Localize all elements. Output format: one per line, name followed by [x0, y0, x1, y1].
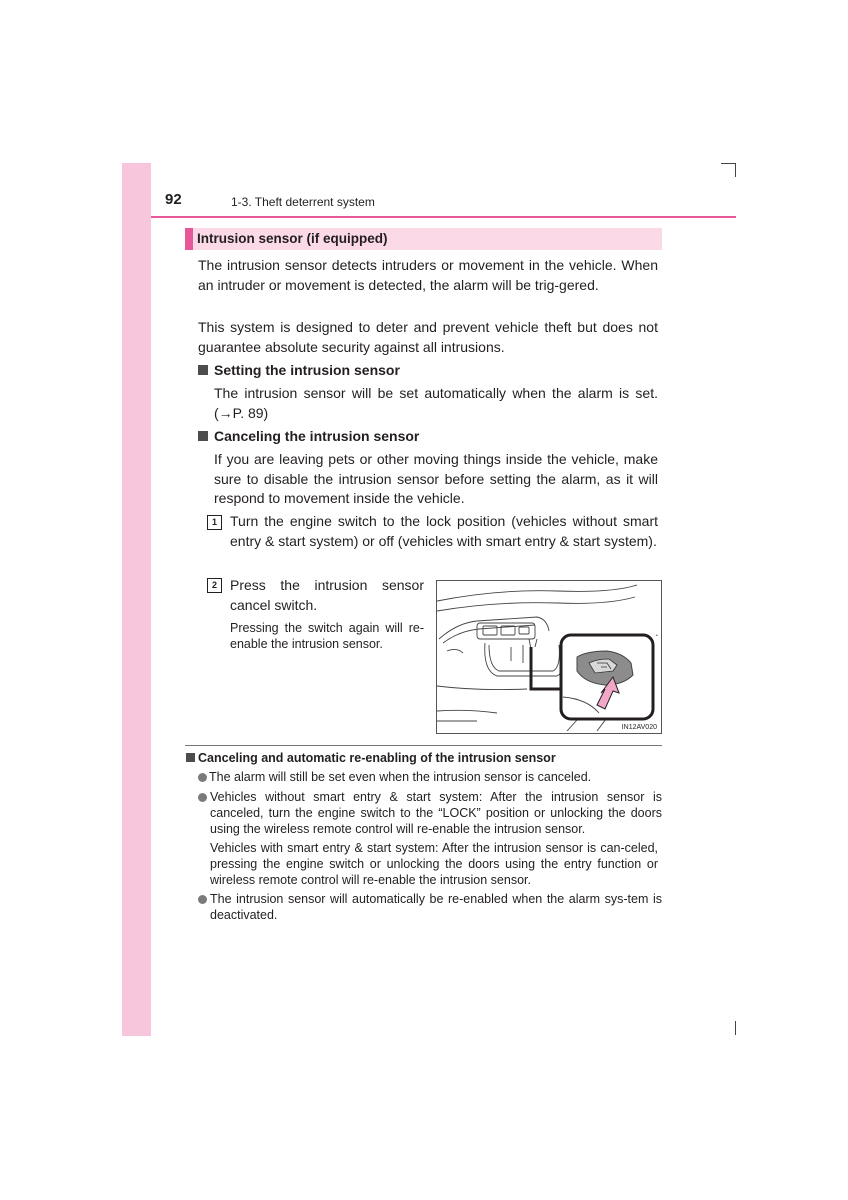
square-bullet-icon — [198, 365, 208, 375]
note-heading: Canceling and automatic re-enabling of the intrusion sensor — [186, 751, 556, 765]
step-number-1: 1 — [207, 515, 222, 530]
bullet-dot-icon — [198, 773, 207, 782]
page-number: 92 — [165, 191, 182, 208]
step-number-2: 2 — [207, 578, 222, 593]
step-2-note: Pressing the switch again will re-enable the intrusion sensor. — [230, 621, 424, 651]
crop-mark — [735, 1021, 736, 1035]
header-rule — [151, 216, 736, 218]
disclaimer-paragraph: This system is designed to deter and prevent vehicle theft but does not guarantee absolute security against all intrusions. — [198, 319, 658, 355]
bullet-dot-icon — [198, 895, 207, 904]
bullet-dot-icon — [198, 793, 207, 802]
canceling-heading: Canceling the intrusion sensor — [198, 427, 419, 446]
crop-mark — [735, 163, 736, 177]
setting-heading: Setting the intrusion sensor — [198, 361, 400, 380]
square-bullet-icon — [198, 431, 208, 441]
setting-body: The intrusion sensor will be set automatically when the alarm is set. (→P. 89) — [214, 385, 658, 421]
illustration-code: IN12AV020 — [621, 724, 657, 731]
note-bullet-2-continuation: Vehicles with smart entry & start system: After the intrusion sensor is can-celed, pressing the engine switch or unlocking the doors using the entry function or wireless remote control will re-enable the intrusion sensor. — [210, 841, 658, 887]
intro-paragraph: The intrusion sensor detects intruders or movement in the vehicle. When an intruder or movement is detected, the alarm will be trig-gered. — [198, 257, 658, 293]
note-bullet-1: The alarm will still be set even when the intrusion sensor is canceled. — [198, 769, 662, 785]
step-2-text: Press the intrusion sensor cancel switch. — [230, 577, 424, 613]
note-bullet-3: The intrusion sensor will automatically be re-enabled when the alarm sys-tem is deactivated. — [198, 891, 662, 923]
canceling-body: If you are leaving pets or other moving things inside the vehicle, make sure to disable the intrusion sensor before setting the alarm, as it will respond to movement inside the vehicle. — [214, 451, 658, 506]
overhead-console-drawing — [437, 581, 661, 733]
note-rule — [185, 745, 662, 746]
side-tab — [122, 163, 151, 1036]
cancel-switch-illustration — [436, 580, 662, 734]
step-1-text: Turn the engine switch to the lock position (vehicles without smart entry & start system) or off (vehicles with smart entry & start system). — [230, 513, 658, 549]
square-bullet-icon — [186, 753, 195, 762]
section-heading-marker — [185, 228, 193, 250]
crop-mark — [721, 163, 735, 164]
section-path: 1-3. Theft deterrent system — [231, 195, 375, 209]
section-title: Intrusion sensor (if equipped) — [197, 231, 388, 246]
note-bullet-2: Vehicles without smart entry & start system: After the intrusion sensor is canceled, turn the engine switch to the “LOCK” position or unlocking the doors using the wireless remote control will re-enable the intrusion sensor. — [198, 789, 662, 837]
svg-text:•: • — [656, 633, 658, 639]
